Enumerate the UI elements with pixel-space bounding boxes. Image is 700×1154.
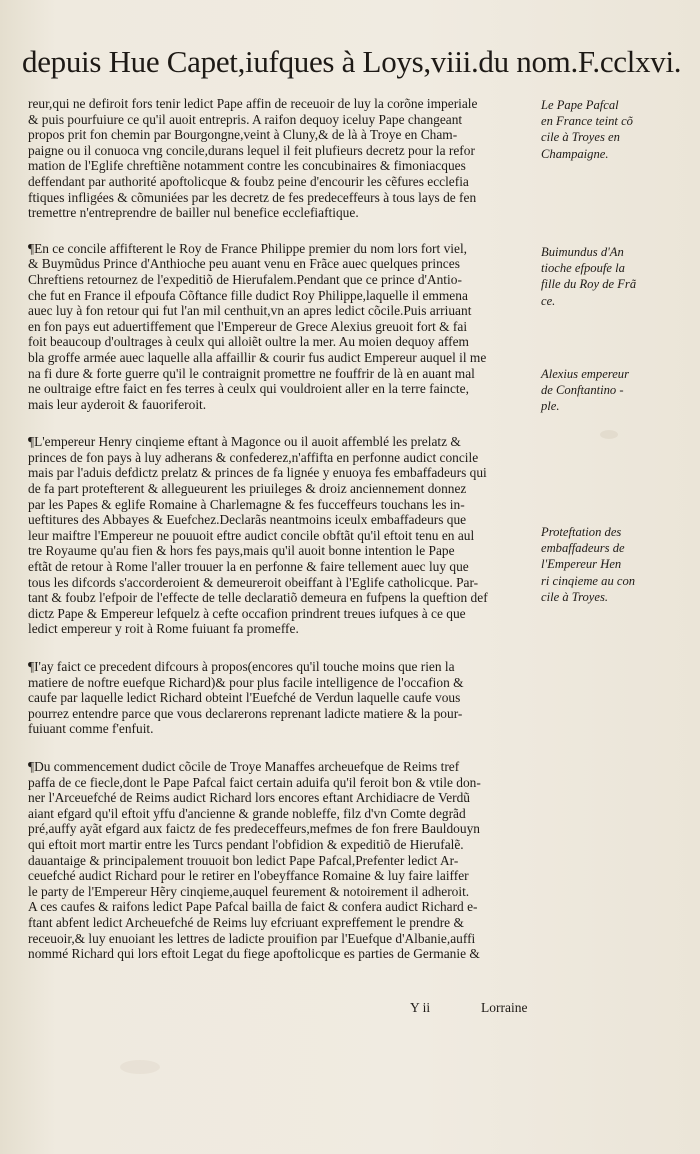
note-line: cile à Troyes.	[541, 589, 609, 604]
text-line: ¶I'ay faict ce precedent difcours à propos(encores qu'il touche moins que rien la	[28, 659, 455, 674]
paper-stain	[600, 430, 618, 439]
text-line: eftãt de retour à Rome l'aller trouuer la en perfonne & faire tellement auec luy que	[28, 559, 469, 575]
paragraph-3	[28, 434, 536, 637]
text-line: & Buymũdus Prince d'Anthioche peu auant venu en Frãce auec quelques princes	[28, 256, 460, 272]
note-line: en France teint cõ	[541, 114, 633, 129]
note-line: fille du Roy de Frã	[541, 277, 637, 292]
note-line: ri cinqieme au con	[541, 573, 636, 588]
text-line: par les Papes & eglife Romaine à Charlemagne & fes fucceffeurs touchans les in-	[28, 496, 465, 512]
paragraph-2	[28, 241, 536, 413]
text-line: receuoir,& luy enuoiant les lettres de ladicte prouifion par l'Euefque d'Albanie,auffi	[28, 930, 476, 946]
note-line: ple.	[541, 399, 560, 414]
text-line: le party de l'Empereur Hẽry cinqieme,auquel feurement & notoirement il adheroit.	[28, 883, 470, 899]
margin-note-pascal	[541, 97, 691, 162]
text-line: auec luy à fon retour qui fut l'an mil centhuit,vn an apres ledict cõcile.Puis arriuant	[28, 303, 472, 319]
note-line: cile à Troyes en	[541, 130, 620, 145]
text-line: bla groffe armée auec laquelle alla affaillir & courir fus audict Empereur auquel il me	[28, 349, 487, 365]
text-line: pré,auffy ayãt efgard aux faictz de fes predeceffeurs,mefmes de fon frere Bauldouyn	[28, 821, 480, 837]
text-line: caufe par laquelle ledict Richard obteint l'Euefché de Verdun laquelle caufe vous	[28, 690, 461, 706]
text-line: mais leur ayderoit & fauoriferoit.	[28, 396, 207, 412]
note-line: embaffadeurs de	[541, 541, 625, 556]
text-line: ¶En ce concile affifterent le Roy de France Philippe premier du nom lors fort viel,	[28, 240, 468, 256]
text-line: paigne ou il conuoca vng concile,durans lequel il feit plufieurs decretz pour la refor	[28, 142, 475, 158]
text-line: ¶L'empereur Henry cinqieme eftant à Magonce ou il auoit affemblé les prelatz &	[28, 434, 461, 450]
note-line: Le Pape Pafcal	[541, 98, 619, 112]
text-line: Chreftiens retournez de l'expeditiõ de Hierufalem.Pendant que ce prince d'Antio-	[28, 271, 462, 287]
text-line: dauantaige & principalement trouuoit bon ledict Pape Pafcal,Prefenter ledict Ar-	[28, 852, 459, 868]
paragraph-5	[28, 759, 536, 962]
text-line: tous les difcords s'accorderoient & demeureroit obeiffant à l'Eglife catholicque. Par-	[28, 574, 479, 590]
text-line: tant & foubz l'efpoir de l'effecte de telle declaratiõ demeura en fufpens la queftion def	[28, 590, 488, 606]
note-line: Proteftation des	[541, 525, 622, 539]
text-line: A ces caufes & raifons ledict Pape Pafcal bailla de faict & confera audict Richard e-	[28, 899, 478, 915]
text-line: propos prit fon chemin par Bourgongne,veint à Cluny,& de là à Troye en Cham-	[28, 127, 458, 143]
paragraph-4	[28, 659, 536, 737]
text-line: paffa de ce fiecle,dont le Pape Pafcal faict certain aduifa qu'il feroit bon & vtile don-	[28, 774, 481, 790]
paragraph-1	[28, 96, 536, 221]
text-line: princes de fon pays à luy adherans & confederez,n'affifta en perfonne audict concile	[28, 449, 479, 465]
text-line: ceuefché audict Richard pour le retirer en l'obeyffance Romaine & luy faire laiffer	[28, 868, 469, 884]
text-line: qui eftoit mort martir entre les Turcs pendant l'obfidion & expeditiõ de Hierufalẽ.	[28, 836, 464, 852]
note-line: Alexius empereur	[541, 367, 630, 381]
margin-note-buimundus	[541, 244, 691, 309]
text-line: ner l'Arceuefché de Reims audict Richard lors encores eftant Archidiacre de Verdũ	[28, 790, 471, 806]
text-line: en fon pays eut aduertiffement que l'Empereur de Grece Alexius greuoit fort & fai	[28, 318, 468, 334]
text-line: nommé Richard qui lors eftoit Legat du fiege apoftolicque es parties de Germanie &	[28, 946, 480, 962]
text-line: che fut en France il efpoufa Cõftance fille dudict Roy Philippe,laquelle il emmena	[28, 287, 468, 303]
text-line: dictz Pape & Empereur lefquelz à cefte occafion prindrent treues iufques à ce que	[28, 605, 466, 621]
text-line: tremettre n'entreprendre de bailler nul benefice ecclefiaftique.	[28, 205, 359, 221]
text-line: foit beaucoup d'oultrages à ceulx qui alloiẽt oultre la mer. Au moien dequoy affem	[28, 334, 469, 350]
text-line: mation de l'Eglife chreftiẽne notamment contre les concubinaires & fimoniacques	[28, 158, 466, 174]
note-line: ce.	[541, 293, 556, 308]
main-text-column	[28, 96, 536, 980]
margin-note-protestation	[541, 524, 691, 605]
catchword: Lorraine	[481, 1000, 528, 1015]
margin-note-alexius	[541, 366, 691, 415]
text-line: de fa part protefterent & allegueurent les priuileges & droiz anciennement donnez	[28, 481, 467, 497]
text-line: tre Royaume qu'au fien & hors fes pays,mais qu'il auoit bonne intention le Pape	[28, 543, 455, 559]
text-line: matiere de noftre euefque Richard)& pour plus facile intelligence de l'occafion &	[28, 674, 464, 690]
text-line: ueftitures des Abbayes & Euefchez.Declarãs neantmoins iceulx embaffadeurs que	[28, 512, 467, 528]
text-line: na fi dure & forte guerre qu'il le contraignit promettre ne fouffrir de là en auant mal	[28, 365, 475, 381]
note-line: Champaigne.	[541, 146, 609, 161]
text-line: ftant abfent ledict Archeuefché de Reims luy efcriuant expreffement le prendre &	[28, 914, 464, 930]
note-line: de Conftantino -	[541, 383, 624, 398]
note-line: tioche efpoufe la	[541, 261, 625, 276]
note-line: Buimundus d'An	[541, 245, 624, 259]
text-line: ne oultraige eftre faict en fes terres à ceulx qui vouldroient aller en la terre faincte,	[28, 381, 469, 397]
signature-mark: Y ii	[410, 1000, 431, 1015]
text-line: ftiques infligées & cõmuniées par les decretz de fes predeceffeurs à tous lays de fen	[28, 189, 477, 205]
text-line: ledict empereur y roit à Rome fuiuant fa promeffe.	[28, 621, 299, 637]
text-line: leur maiftre l'Empereur ne pouuoit eftre audict concile obftãt qu'il eftoit tenu en aul	[28, 527, 475, 543]
text-line: aiant efgard qu'il eftoit yffu d'ancienne & grande nobleffe, filz d'vn Comte degrãd	[28, 805, 466, 821]
text-line: ¶Du commencement dudict cõcile de Troye Manaffes archeuefque de Reims tref	[28, 758, 460, 774]
running-header: depuis Hue Capet,iufques à Loys,viii.du nom.F.cclxvi.	[22, 44, 682, 79]
text-line: & puis pourfuiure ce qu'il auoit entrepris. A raifon dequoy iceluy Pape changeant	[28, 111, 463, 127]
text-line: deffendant par authorité apoftolicque & foubz peine d'encourir les cẽfures ecclefia	[28, 173, 469, 189]
note-line: l'Empereur Hen	[541, 557, 622, 572]
text-line: fuiuant comme f'enfuit.	[28, 721, 154, 737]
text-line: mais par l'aduis defdictz prelatz & princes de fa lignée y enuoya fes embaffadeurs qui	[28, 465, 487, 481]
paper-stain	[120, 1060, 160, 1074]
text-line: pourrez entendre parce que vous declarerons reprenant ladicte matiere & la pour-	[28, 705, 463, 721]
text-line: reur,qui ne defiroit fors tenir ledict Pape affin de receuoir de luy la corõne imperiale	[28, 96, 478, 111]
